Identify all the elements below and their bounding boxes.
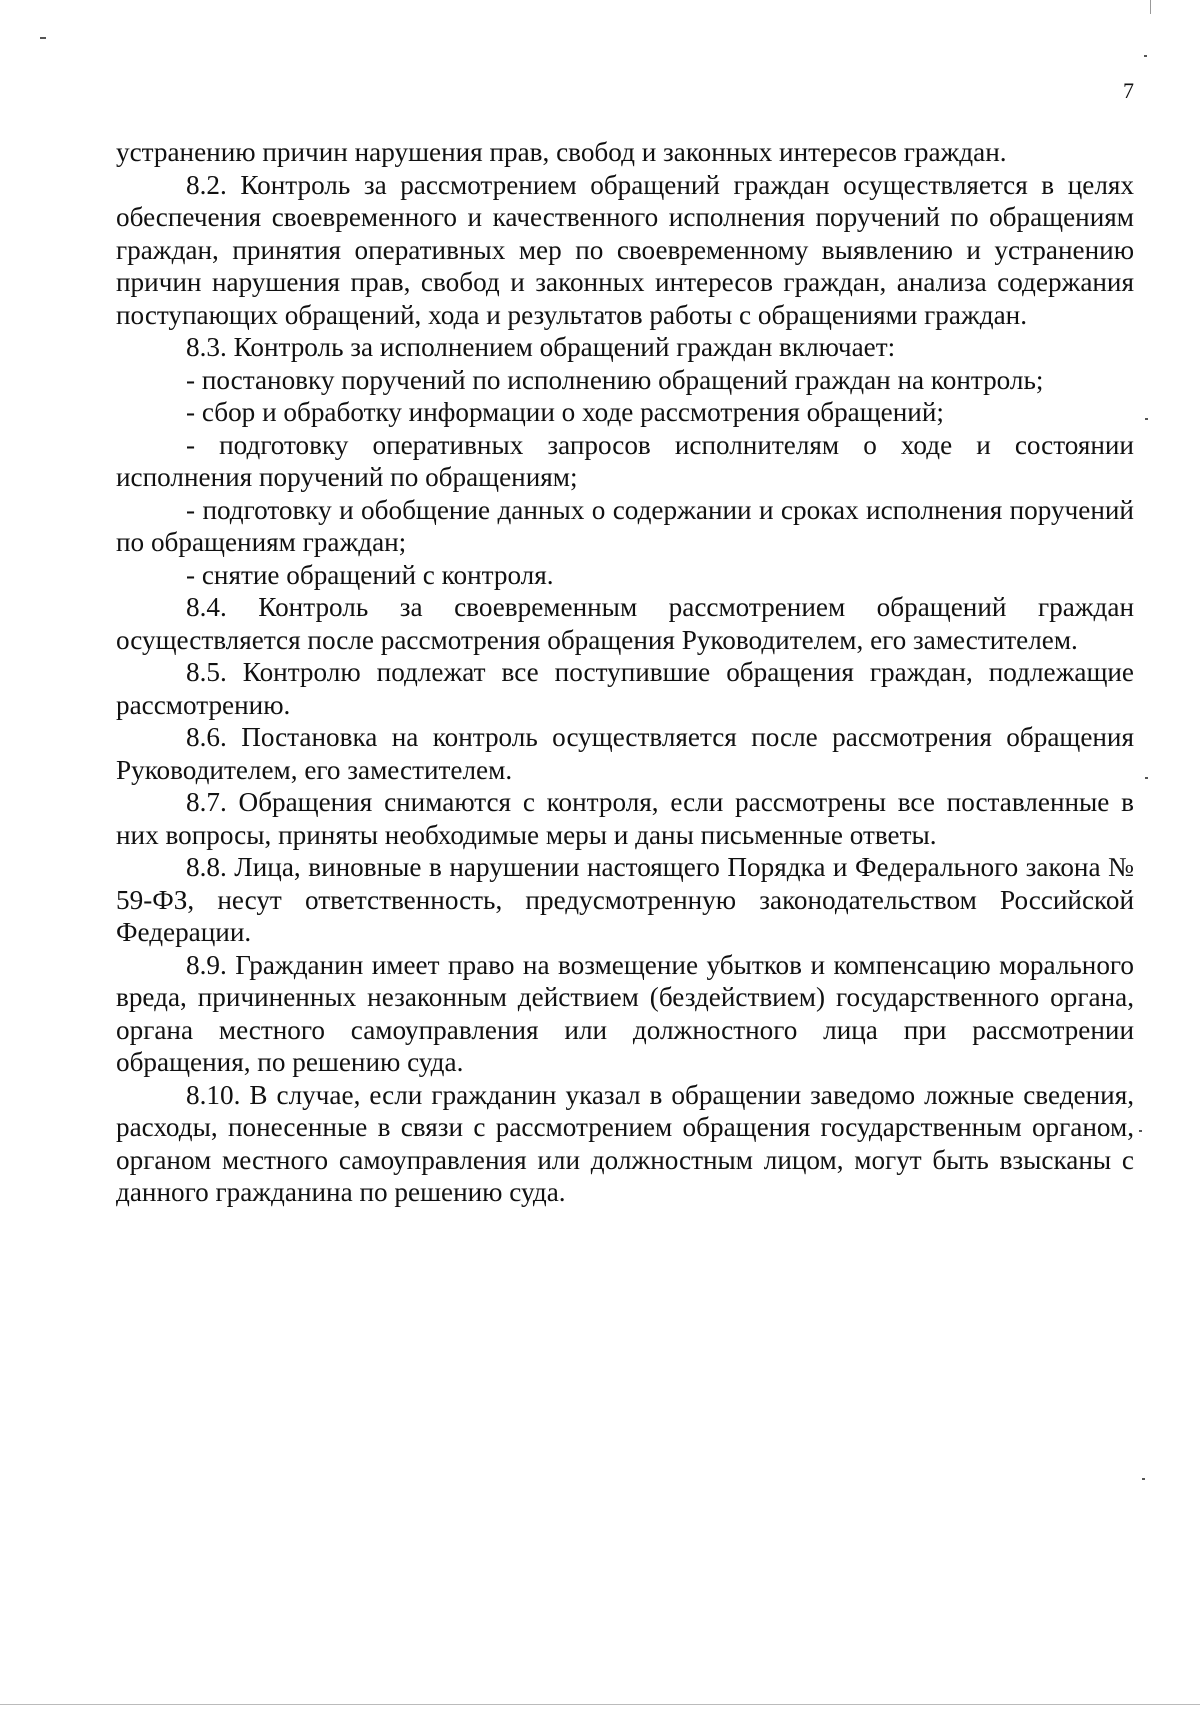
scan-artifact [40, 37, 46, 39]
paragraph-8-4: 8.4. Контроль за своевременным рассмотрением обращений граждан осуществляется после рассмотрения обращения Руководителем, его заместителем. [116, 592, 1134, 655]
paragraph-continuation: устранению причин нарушения прав, свобод и законных интересов граждан. [116, 137, 1007, 167]
scan-artifact [1145, 777, 1148, 779]
list-item-info-collection: - сбор и обработку информации о ходе рассмотрения обращений; [186, 397, 944, 427]
list-item-operational-requests: - подготовку оперативных запросов исполнителям о ходе и состоянии исполнения поручений по обращениям; [116, 429, 1134, 492]
document-body [116, 136, 1134, 1209]
scan-artifact [1150, 0, 1151, 14]
paragraph-8-8: 8.8. Лица, виновные в нарушении настоящего Порядка и Федерального закона № 59-ФЗ, несут ответственность, предусмотренную законодательством Российской Федерации. [116, 852, 1134, 947]
list-item-control-removal: - снятие обращений с контроля. [186, 559, 554, 590]
paragraph-8-3: 8.3. Контроль за исполнением обращений граждан включает: [186, 332, 896, 362]
scan-artifact [0, 1704, 1200, 1705]
scan-artifact [1142, 1478, 1145, 1480]
paragraph-8-7: 8.7. Обращения снимаются с контроля, если рассмотрены все поставленные в них вопросы, приняты необходимые меры и даны письменные ответы. [116, 787, 1134, 850]
scan-artifact [1144, 55, 1147, 57]
paragraph-8-6: 8.6. Постановка на контроль осуществляется после рассмотрения обращения Руководителем, его заместителем. [116, 722, 1134, 785]
list-item-control-setting: - постановку поручений по исполнению обращений граждан на контроль; [186, 364, 1044, 395]
paragraph-8-5: 8.5. Контролю подлежат все поступившие обращения граждан, подлежащие рассмотрению. [116, 657, 1134, 720]
paragraph-8-9: 8.9. Гражданин имеет право на возмещение убытков и компенсацию морального вреда, причиненных незаконным действием (бездействием) государственного органа, органа местного самоуправления или должностного лица при рассмотрении обращения, по решению суда. [116, 949, 1134, 1077]
paragraph-8-10: 8.10. В случае, если гражданин указал в обращении заведомо ложные сведения, расходы, понесенные в связи с рассмотрением обращения государственным органом, органом местного самоуправления или должностным лицом, могут быть взысканы с данного гражданина по решению суда. [116, 1079, 1134, 1207]
paragraph-8-2: 8.2. Контроль за рассмотрением обращений граждан осуществляется в целях обеспечения своевременного и качественного исполнения поручений по обращениям граждан, принятия оперативных мер по своевременному выявлению и устранению причин нарушения прав, свобод и законных интересов граждан, анализа содержания поступающих обращений, хода и результатов работы с обращениями граждан. [116, 169, 1134, 330]
list-item-data-summary: - подготовку и обобщение данных о содержании и сроках исполнения поручений по обращениям граждан; [116, 494, 1134, 557]
scan-artifact [1145, 418, 1148, 420]
page-number: 7 [1123, 78, 1134, 103]
scan-artifact [1139, 1130, 1142, 1132]
